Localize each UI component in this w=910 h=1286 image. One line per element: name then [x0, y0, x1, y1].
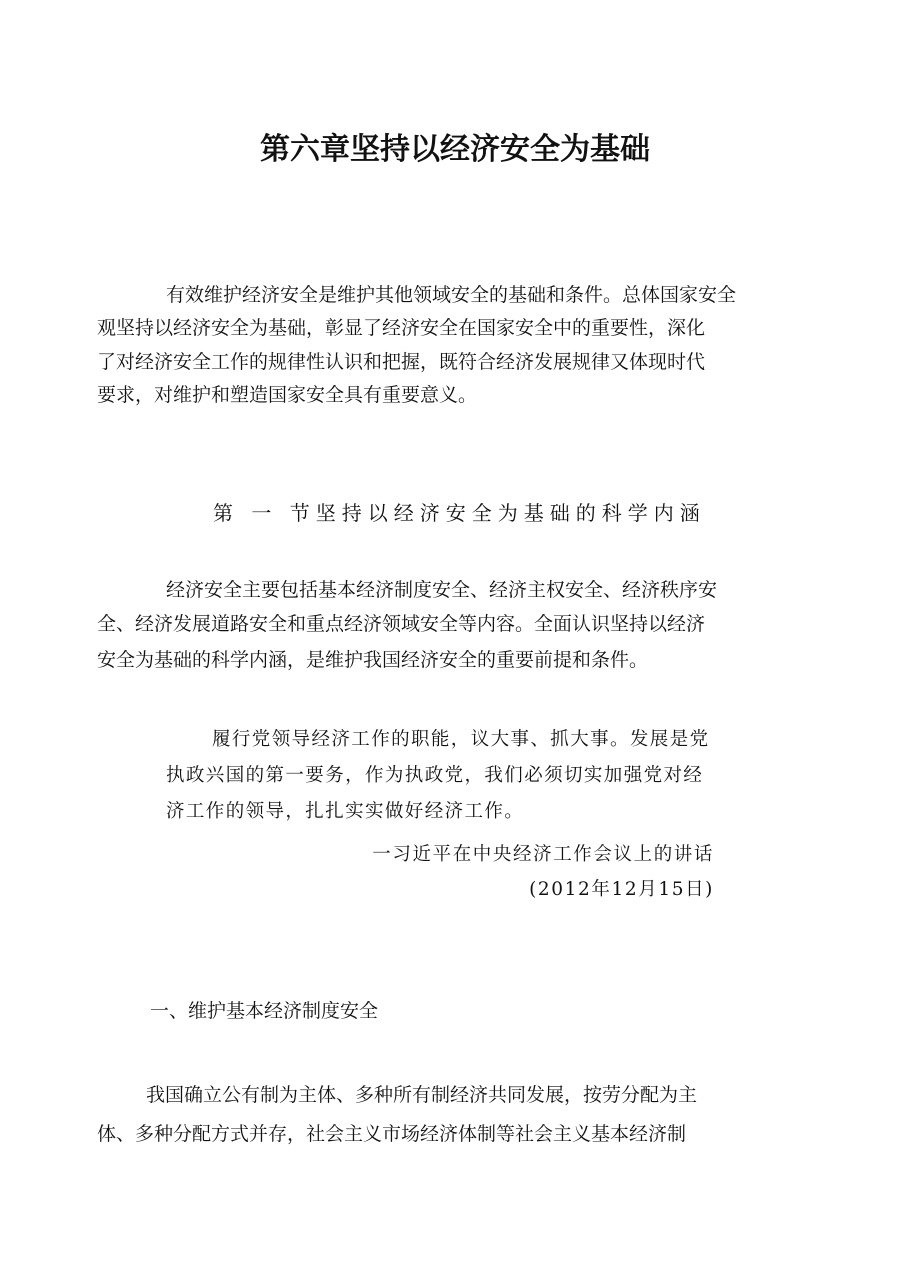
quote-line-1: 履行党领导经济工作的职能，议大事、抓大事。发展是党	[212, 729, 710, 750]
intro-line-2: 观坚持以经济安全为基础，彰显了经济安全在国家安全中的重要性，深化	[97, 317, 706, 339]
section-line-1: 经济安全主要包括基本经济制度安全、经济主权安全、经济秩序安	[166, 579, 718, 601]
intro-line-3: 了对经济安全工作的规律性认识和把握，既符合经济发展规律又体现时代	[97, 351, 706, 373]
intro-line-1: 有效维护经济安全是维护其他领域安全的基础和条件。总体国家安全	[166, 284, 737, 306]
quote-line-2: 执政兴国的第一要务，作为执政党，我们必须切实加强党对经	[166, 765, 704, 786]
body-line-1: 我国确立公有制为主体、多种所有制经济共同发展，按劳分配为主	[146, 1084, 698, 1106]
intro-line-4: 要求，对维护和塑造国家安全具有重要意义。	[97, 384, 478, 406]
subheading: 一、维护基本经济制度安全	[150, 1000, 379, 1022]
body-line-2: 体、多种分配方式并存，社会主义市场经济体制等社会主义基本经济制	[97, 1123, 687, 1145]
section-title: 第 一 节坚持以经济安全为基础的科学内涵	[213, 501, 706, 525]
chapter-title: 第六章坚持以经济安全为基础	[260, 132, 650, 167]
quote-date: (2012年12月15日)	[529, 879, 714, 900]
quote-attribution: 一习近平在中央经济工作会议上的讲话	[372, 844, 714, 865]
section-line-2: 全、经济发展道路安全和重点经济领域安全等内容。全面认识坚持以经济	[97, 613, 706, 635]
section-line-3: 安全为基础的科学内涵，是维护我国经济安全的重要前提和条件。	[97, 649, 649, 671]
quote-line-3: 济工作的领导，扎扎实实做好经济工作。	[166, 801, 525, 822]
